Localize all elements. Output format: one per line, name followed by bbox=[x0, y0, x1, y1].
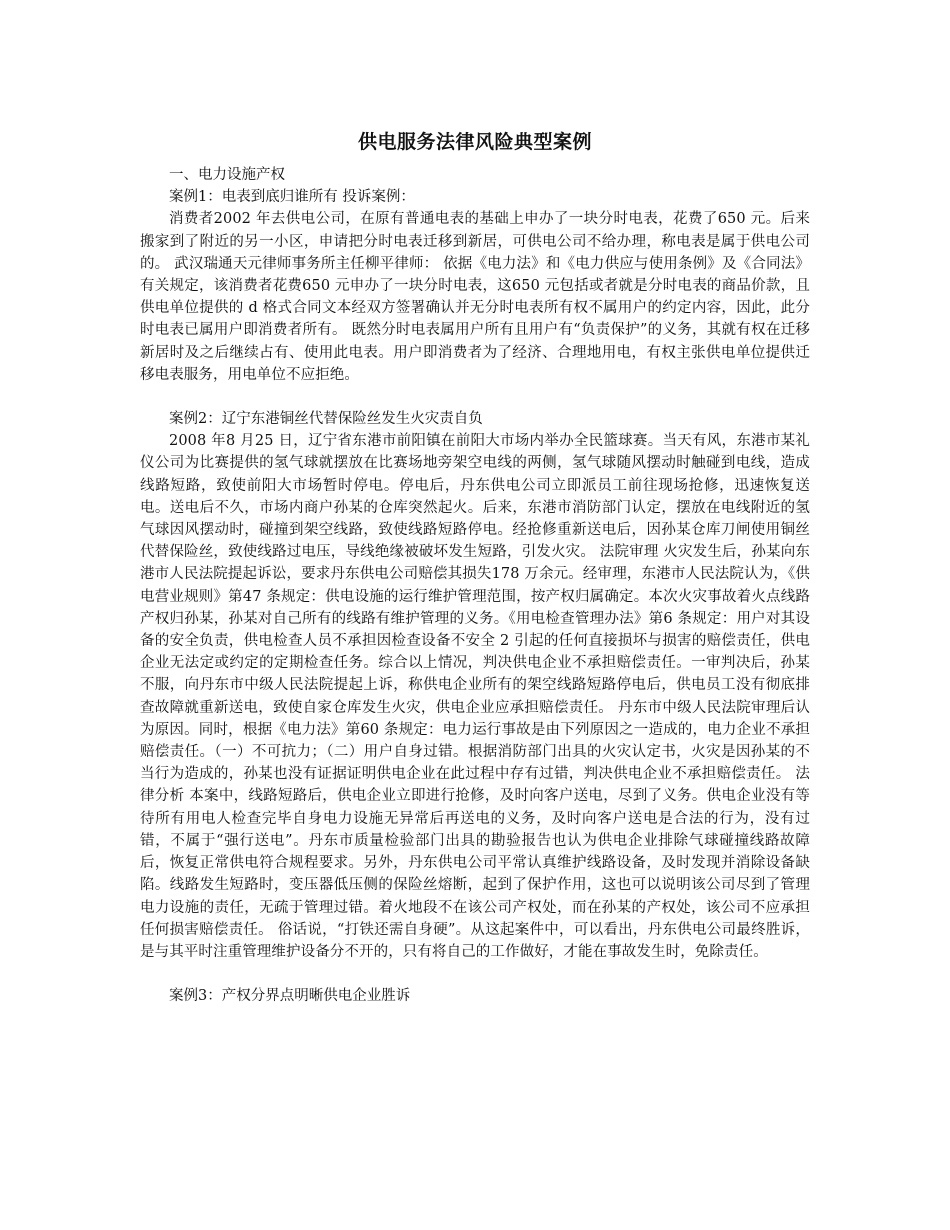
case2-body: 2008 年8 月25 日，辽宁省东港市前阳镇在前阳大市场内举办全民篮球赛。当天有风，东港市某礼仪公司为比赛提供的氢气球就摆放在比赛场地旁架空电线的两侧，氢气球随风摆动时触碰到电线，造成线路短路，致使前阳大市场暂时停电。停电后，丹东供电公司立即派员工前往现场抢修，迅速恢复送电。送电后不久，市场内商户孙某的仓库突然起火。后来，东港市消防部门认定，摆放在电线附近的氢气球因风摆动时，碰撞到架空线路，致使线路短路停电。经抢修重新送电后，因孙某仓库刀闸使用铜丝代替保险丝，致使线路过电压，导线绝缘被破坏发生短路，引发火灾。 法院审理 火灾发生后，孙某向东港市人民法院提起诉讼，要求丹东供电公司赔偿其损失178 万余元。经审理，东港市人民法院认为，《供电营业规则》第47 条规定：供电设施的运行维护管理范围，按产权归属确定。本次火灾事故着火点线路产权归孙某，孙某对自己所有的线路有维护管理的义务。《用电检查管理办法》第6 条规定：用户对其设备的安全负责，供电检查人员不承担因检查设备不安全 2 引起的任何直接损坏与损害的赔偿责任，供电企业无法定或约定的定期检查任务。综合以上情况，判决供电企业不承担赔偿责任。一审判决后，孙某不服，向丹东市中级人民法院提起上诉，称供电企业所有的架空线路短路停电后，供电员工没有彻底排查故障就重新送电，致使自家仓库发生火灾，供电企业应承担赔偿责任。 丹东市中级人民法院审理后认为原因。同时，根据《电力法》第60 条规定：电力运行事故是由下列原因之一造成的，电力企业不承担赔偿责任。（一）不可抗力；（二）用户自身过错。根据消防部门出具的火灾认定书，火灾是因孙某的不当行为造成的，孙某也没有证据证明供电企业在此过程中存有过错，判决供电企业不承担赔偿责任。 法律分析 本案中，线路短路后，供电企业立即进行抢修，及时向客户送电，尽到了义务。供电企业没有等待所有用电人检查完毕自身电力设施无异常后再送电的义务，及时向客户送电是合法的行为，没有过错，不属于“强行送电”。丹东市质量检验部门出具的勘验报告也认为供电企业排除气球碰撞线路故障后，恢复正常供电符合规程要求。另外，丹东供电公司平常认真维护线路设备，及时发现并消除设备缺陷。线路发生短路时，变压器低压侧的保险丝熔断，起到了保护作用，这也可以说明该公司尽到了管理电力设施的责任，无疏于管理过错。着火地段不在该公司产权处，而在孙某的产权处，该公司不应承担任何损害赔偿责任。 俗话说，“打铁还需自身硬”。从这起案件中，可以看出，丹东供电公司最终胜诉，是与其平时注重管理维护设备分不开的，只有将自己的工作做好，才能在事故发生时，免除责任。 bbox=[140, 433, 810, 960]
case3-heading: 案例3：产权分界点明晰供电企业胜诉 bbox=[169, 988, 411, 1005]
document-page bbox=[140, 130, 810, 1007]
case1-body: 消费者2002 年去供电公司，在原有普通电表的基础上申办了一块分时电表，花费了650 元。后来搬家到了附近的另一小区，申请把分时电表迁移到新居，可供电公司不给办理，称电表是属于供电公司的。 武汉瑞通天元律师事务所主任柳平律师： 依据《电力法》和《电力供应与使用条例》及《合同法》有关规定，该消费者花费650 元申办了一块分时电表，这650 元包括或者就是分时电表的商品价款，且供电单位提供的 d 格式合同文本经双方签署确认并无分时电表所有权不属用户的约定内容，因此，此分时电表已属用户即消费者所有。 既然分时电表属用户所有且用户有“负责保护”的义务，其就有权在迁移新居时及之后继续占有、使用此电表。用户即消费者为了经济、合理地用电，有权主张供电单位提供迁移电表服务，用电单位不应拒绝。 bbox=[140, 211, 810, 383]
paragraph-gap bbox=[140, 963, 810, 985]
document-title: 供电服务法律风险典型案例 bbox=[357, 131, 592, 153]
section-heading-power-facility-ownership: 一、电力设施产权 bbox=[169, 167, 285, 183]
case2-heading: 案例2：辽宁东港铜丝代替保险丝发生火灾责自负 bbox=[169, 411, 483, 428]
paragraph-gap bbox=[140, 386, 810, 408]
case1-heading: 案例1：电表到底归谁所有 投诉案例： bbox=[169, 189, 415, 206]
